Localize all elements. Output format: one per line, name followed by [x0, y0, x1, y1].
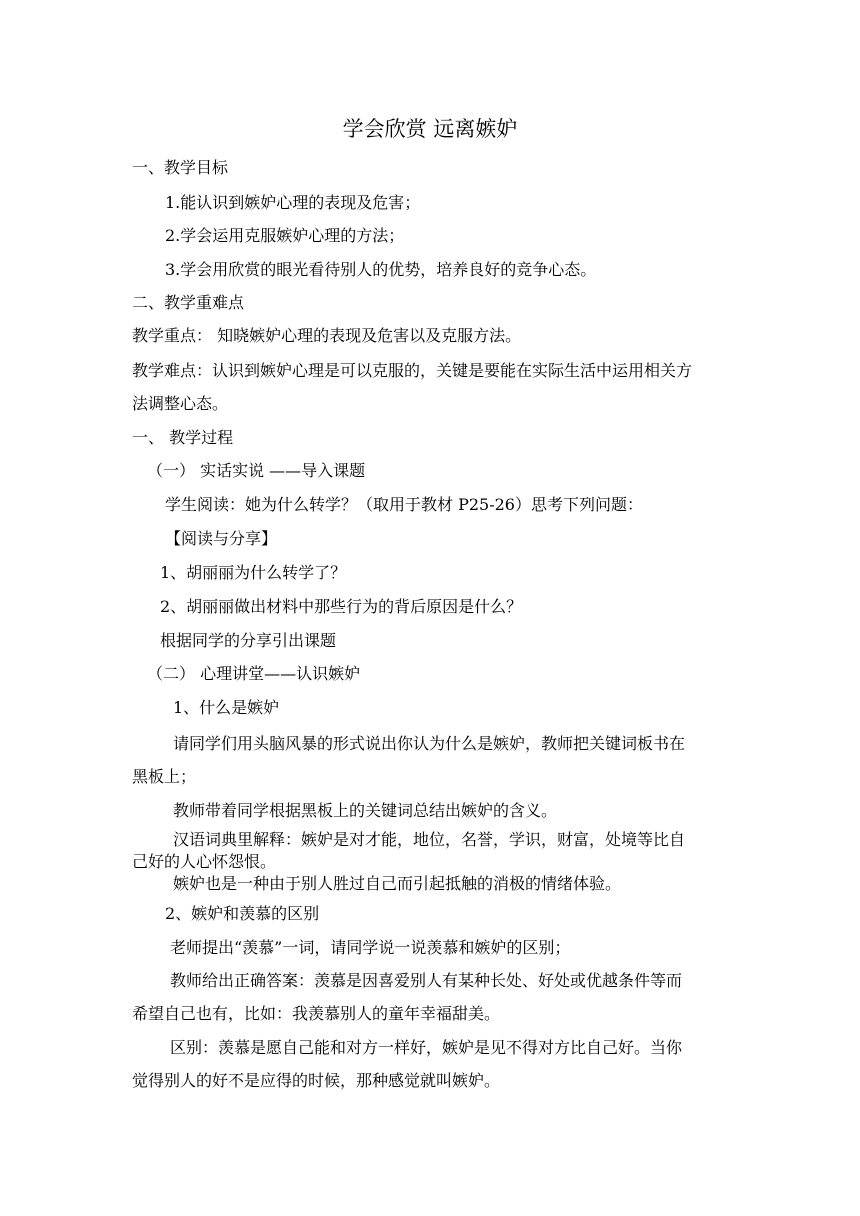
paragraph-difference-line-2: 觉得别人的好不是应得的时候，那种感觉就叫嫉妒。 [132, 1071, 501, 1090]
key-point-line: 教学重点： 知晓嫉妒心理的表现及危害以及克服方法。 [132, 326, 522, 345]
section-heading-process: 一、 教学过程 [132, 428, 234, 447]
paragraph-dictionary-line-1: 汉语词典里解释：嫉妒是对才能，地位，名誉，学识，财富，处境等比自 [173, 830, 686, 849]
difficulty-line-1: 教学难点：认识到嫉妒心理是可以克服的，关键是要能在实际生活中运用相关方 [132, 361, 693, 380]
paragraph-envy-question: 老师提出“羡慕”一词，请同学说一说羡慕和嫉妒的区别； [170, 938, 571, 957]
point-heading-2: 2、嫉妒和羡慕的区别 [165, 904, 320, 923]
paragraph-emotion: 嫉妒也是一种由于别人胜过自己而引起抵触的消极的情绪体验。 [173, 874, 622, 893]
paragraph-intro-topic: 根据同学的分享引出课题 [160, 631, 337, 650]
section-heading-key-points: 二、教学重难点 [132, 293, 245, 312]
paragraph-answer-line-2: 希望自己也有，比如：我羡慕别人的童年幸福甜美。 [132, 1004, 501, 1023]
objective-item-3: 3.学会用欣赏的眼光看待别人的优势，培养良好的竞争心态。 [165, 260, 597, 279]
difficulty-line-2: 法调整心态。 [132, 394, 229, 413]
question-item-2: 2、胡丽丽做出材料中那些行为的背后原因是什么？ [160, 597, 523, 616]
paragraph-brainstorm-line-1: 请同学们用头脑风暴的形式说出你认为什么是嫉妒，教师把关键词板书在 [173, 734, 686, 753]
document-title: 学会欣赏 远离嫉妒 [342, 117, 518, 141]
paragraph-reading: 学生阅读：她为什么转学？（取用于教材 P25-26）思考下列问题： [165, 495, 643, 514]
paragraph-difference-line-1: 区别：羡慕是愿自己能和对方一样好，嫉妒是见不得对方比自己好。当你 [170, 1038, 683, 1057]
reading-share-heading: 【阅读与分享】 [165, 529, 278, 548]
paragraph-summary: 教师带着同学根据黑板上的关键词总结出嫉妒的含义。 [173, 801, 558, 820]
paragraph-answer-line-1: 教师给出正确答案：羡慕是因喜爱别人有某种长处、好处或优越条件等而 [170, 971, 683, 990]
objective-item-2: 2.学会运用克服嫉妒心理的方法； [165, 226, 405, 245]
paragraph-dictionary-line-2: 己好的人心怀怨恨。 [132, 852, 277, 871]
section-heading-objectives: 一、教学目标 [132, 158, 229, 177]
subsection-heading-2: （二） 心理讲堂——认识嫉妒 [147, 664, 361, 683]
objective-item-1: 1.能认识到嫉妒心理的表现及危害； [165, 193, 421, 212]
point-heading-1: 1、什么是嫉妒 [173, 698, 280, 717]
paragraph-brainstorm-line-2: 黑板上； [132, 767, 197, 786]
subsection-heading-1: （一） 实话实说 ——导入课题 [147, 461, 366, 480]
question-item-1: 1、胡丽丽为什么转学了？ [160, 563, 347, 582]
